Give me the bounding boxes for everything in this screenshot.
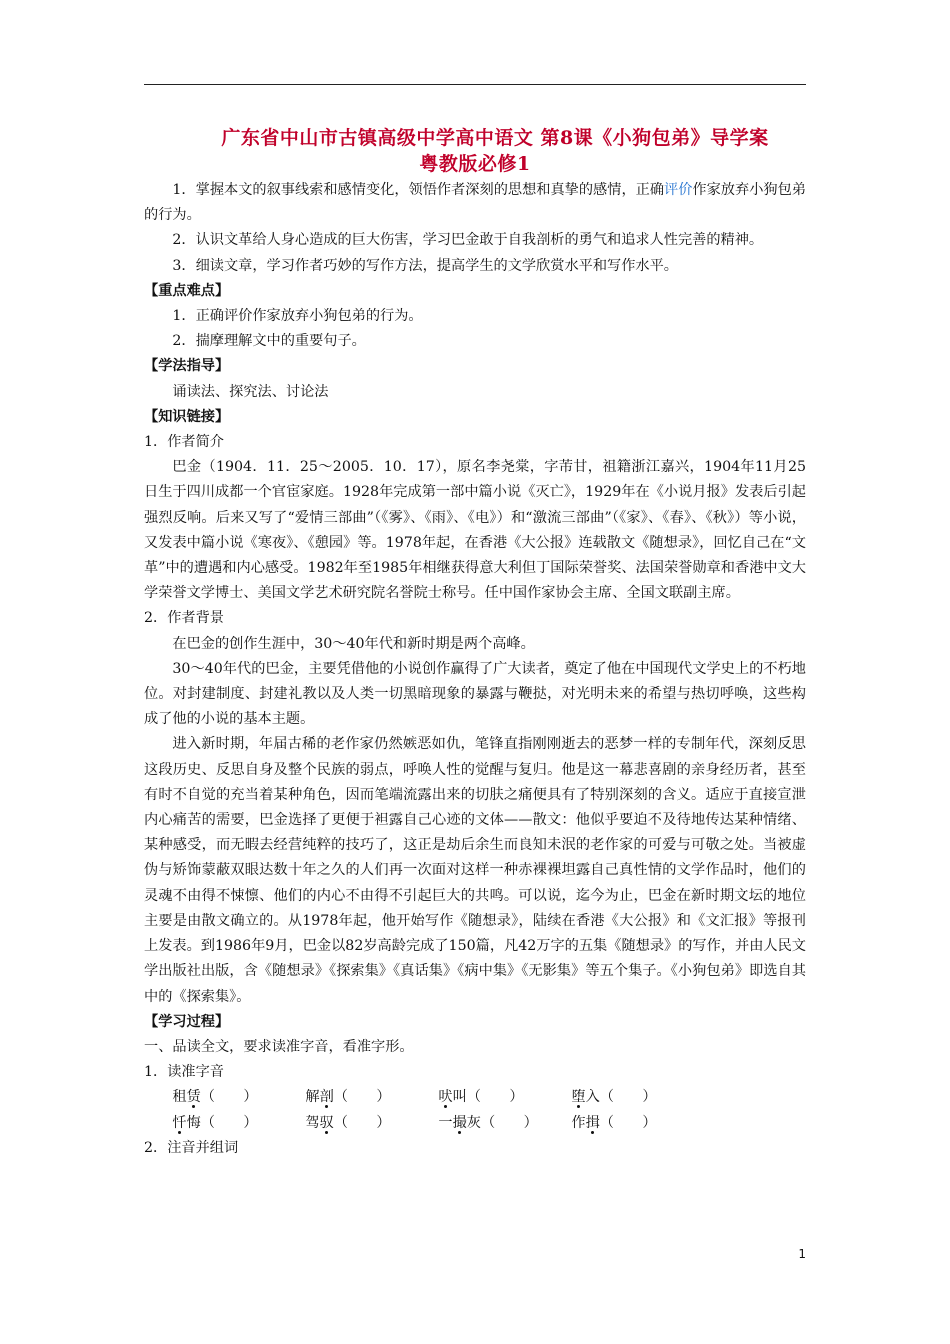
process-heading: 【学习过程】: [144, 1013, 230, 1030]
pronunciation-item: 解剖（ ）: [305, 1089, 391, 1106]
pronunciation-item: 驾驭（ ）: [305, 1114, 391, 1131]
highlight-term: 评价: [664, 182, 693, 198]
pronunciation-item: 堕入（ ）: [571, 1089, 657, 1106]
header-rule: [144, 84, 806, 85]
author-intro-label: 1．作者简介: [144, 434, 224, 451]
page-subtitle: 粤教版必修1: [419, 153, 531, 175]
method-text: 诵读法、探究法、讨论法: [172, 383, 329, 400]
goal-2: 2．认识文革给人身心造成的巨大伤害，学习巴金敢于自我剖析的勇气和追求人性完善的精神。: [172, 232, 764, 249]
pronunciation-item: 作揖（ ）: [571, 1114, 657, 1131]
page-title: 广东省中山市古镇高级中学高中语文 第8课《小狗包弟》导学案: [221, 127, 769, 149]
pronunciation-row: [144, 1111, 806, 1136]
author-intro-text: 巴金（1904．11．25～2005．10．17），原名李尧棠，字芾甘，祖籍浙江嘉兴，1904年11月25日生于四川成都一个官宦家庭。1928年完成第一部中篇小说《灭亡》，1929年在《小说月报》发表后引起强烈反响。后来又写了“爱情三部曲”（《雾》、《雨》、《电》）和“激流三部曲”（《家》、《春》、《秋》）等小说，又发表中篇小说《寒夜》、《憩园》等。1978年起，在香港《大公报》连载散文《随想录》，回忆自己在“文革”中的遭遇和内心感受。1982年至1985年相继获得意大利但丁国际荣誉奖、法国荣誉勋章和香港中文大学荣誉文学博士、美国文学艺术研究院名誉院士称号。任中国作家协会主席、全国文联副主席。: [144, 459, 806, 602]
goal-1: 1．掌握本文的叙事线索和感情变化，领悟作者深刻的思想和真挚的感情，正确评价作家放弃小狗包弟的行为。: [144, 182, 806, 224]
main-content: [144, 178, 806, 1161]
page-number: 1: [798, 1247, 806, 1261]
process-step-1: 一、品读全文，要求读准字音，看准字形。: [144, 1038, 414, 1055]
pronunciation-item: 忏悔（ ）: [172, 1114, 258, 1131]
key-point-item: 2．揣摩理解文中的重要句子。: [172, 333, 366, 350]
background-paragraph: 在巴金的创作生涯中，30～40年代和新时期是两个高峰。: [172, 635, 535, 652]
key-point-item: 1．正确评价作家放弃小狗包弟的行为。: [172, 308, 423, 325]
knowledge-heading: 【知识链接】: [144, 408, 230, 425]
pronunciation-item: 租赁（ ）: [172, 1089, 258, 1106]
pronunciation-item: 一撮灰（ ）: [438, 1114, 538, 1131]
background-label: 2．作者背景: [144, 610, 224, 627]
background-paragraph: 进入新时期，年届古稀的老作家仍然嫉恶如仇，笔锋直指刚刚逝去的恶梦一样的专制年代，深刻反思这段历史、反思自身及整个民族的弱点，呼唤人性的觉醒与复归。他是这一幕悲喜剧的亲身经历者，甚至有时不自觉的充当着某种角色，因而笔端流露出来的切肤之痛便具有了特别深刻的含义。适应于直接宣泄内心痛苦的需要，巴金选择了更便于袒露自己心迹的文体——散文：他似乎要迫不及待地传达某种情绪、某种感受，而无暇去经营纯粹的技巧了，这正是劫后余生而良知未泯的老作家的可爱与可敬之处。当被虚伪与矫饰蒙蔽双眼达数十年之久的人们再一次面对这样一种赤裸裸坦露自己真性情的文学作品时，他们的灵魂不由得不悚懔、他们的内心不由得不引起巨大的共鸣。可以说，迄今为止，巴金在新时期文坛的地位主要是由散文确立的。从1978年起，他开始写作《随想录》，陆续在香港《大公报》和《文汇报》等报刊上发表。到1986年9月，巴金以82岁高龄完成了150篇，凡42万字的五集《随想录》的写作，并由人民文学出版社出版，含《随想录》《探索集》《真话集》《病中集》《无影集》等五个集子。《小狗包弟》即选自其中的《探索集》。: [144, 736, 806, 1005]
background-paragraph: 30～40年代的巴金，主要凭借他的小说创作赢得了广大读者，奠定了他在中国现代文学史上的不朽地位。对封建制度、封建礼教以及人类一切黑暗现象的暴露与鞭挞，对光明未来的希望与热切呼唤，这些构成了他的小说的基本主题。: [144, 660, 806, 728]
pronunciation-row: [144, 1085, 806, 1110]
pronunciation-label: 1．读准字音: [144, 1064, 224, 1081]
key-points-heading: 【重点难点】: [144, 282, 230, 299]
pronunciation-item: 吠叫（ ）: [438, 1089, 524, 1106]
goal-3: 3．细读文章，学习作者巧妙的写作方法，提高学生的文学欣赏水平和写作水平。: [172, 257, 678, 274]
phonetic-label: 2．注音并组词: [144, 1139, 239, 1156]
method-heading: 【学法指导】: [144, 358, 230, 375]
